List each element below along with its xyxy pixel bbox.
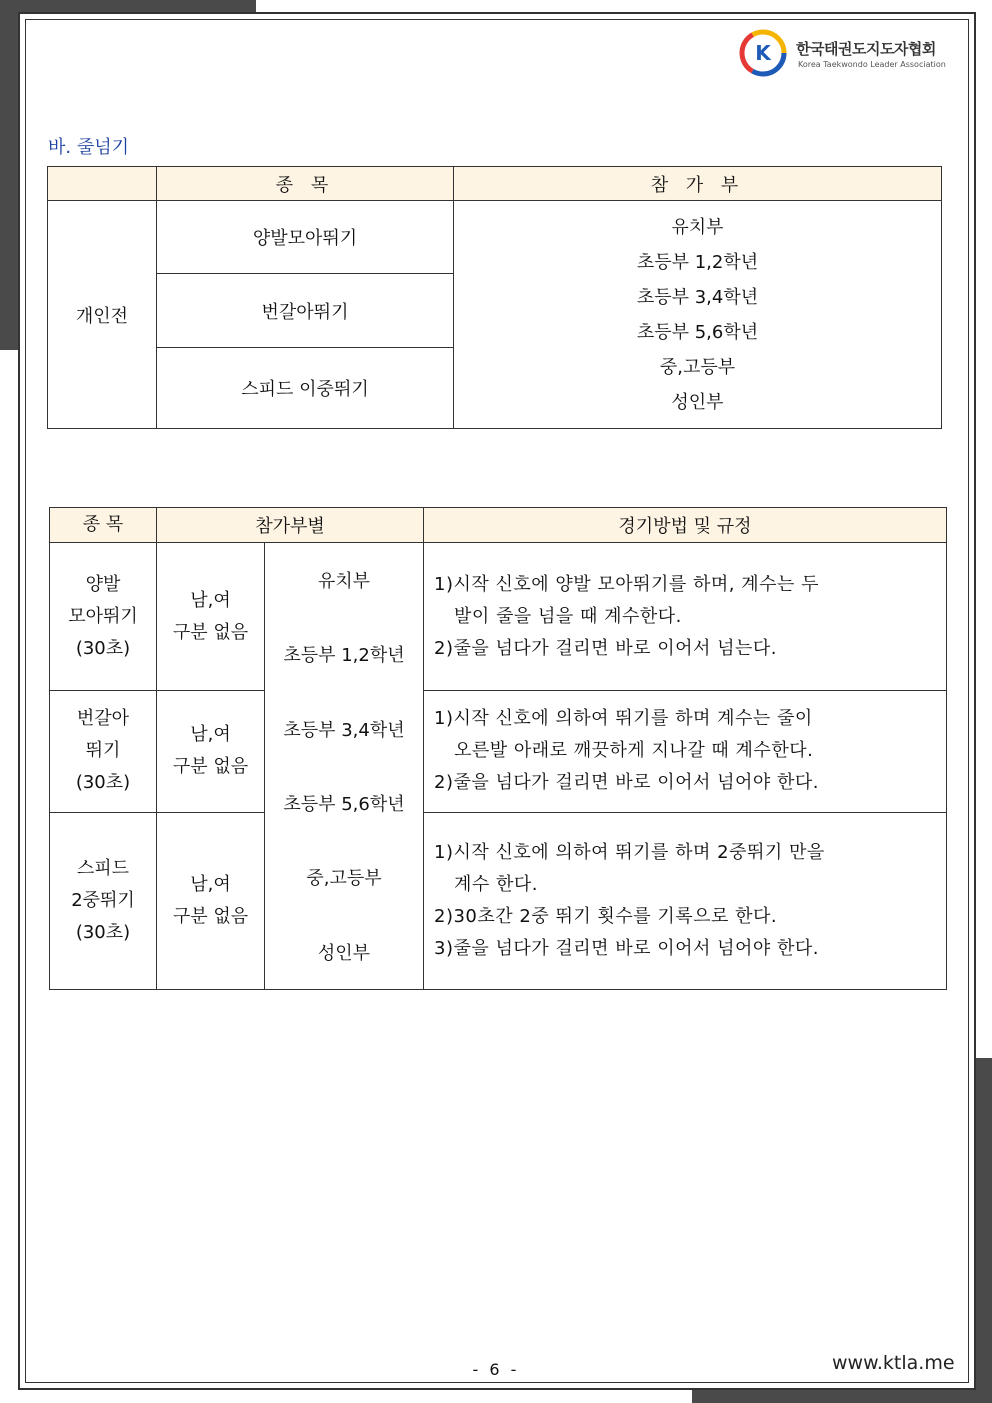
logo-subtitle: Korea Taekwondo Leader Association xyxy=(798,60,946,69)
rule-line: 1)시작 신호에 의하여 뛰기를 하며 2중뛰기 만을 xyxy=(434,841,825,863)
gender-line: 남,여 xyxy=(190,724,231,746)
event-cell xyxy=(50,812,157,989)
side-decoration-left xyxy=(0,0,18,350)
header-participants: 참 가 부 xyxy=(454,167,942,201)
division-item: 초등부 5,6학년 xyxy=(283,794,405,816)
category-cell: 개인전 xyxy=(48,201,157,429)
rule-line: 2)30초간 2중 뛰기 횟수를 기록으로 한다. xyxy=(434,905,778,927)
event-cell xyxy=(50,543,157,691)
event-line: (30초) xyxy=(75,921,131,943)
logo-name: 한국태권도지도자협회 xyxy=(796,40,936,58)
corner-decoration-bottom xyxy=(692,1389,992,1403)
event-line: 뛰기 xyxy=(85,740,121,762)
gender-line: 구분 없음 xyxy=(172,905,249,927)
event-cell xyxy=(50,691,157,812)
rules-cell xyxy=(424,691,947,812)
header-rules: 경기방법 및 규정 xyxy=(424,508,947,543)
group-item: 중,고등부 xyxy=(659,356,736,378)
header-event: 종 목 xyxy=(50,508,157,543)
event-cell: 번갈아뛰기 xyxy=(157,274,454,348)
divisions-cell xyxy=(265,543,424,990)
table-row xyxy=(48,201,942,274)
gender-cell xyxy=(157,812,265,989)
events-overview-table xyxy=(47,166,942,429)
page-number: - 6 - xyxy=(472,1360,520,1379)
gender-line: 남,여 xyxy=(190,589,231,611)
division-item: 중,고등부 xyxy=(306,868,382,890)
rule-line: 오른발 아래로 깨끗하게 지나갈 때 계수한다. xyxy=(454,740,814,762)
table-row xyxy=(50,691,947,812)
association-logo xyxy=(738,28,968,82)
group-item: 초등부 5,6학년 xyxy=(636,321,759,343)
header-event: 종 목 xyxy=(157,167,454,201)
rule-line: 계수 한다. xyxy=(454,873,538,895)
event-line: 번갈아 xyxy=(76,708,130,730)
rule-line: 발이 줄을 넘을 때 계수한다. xyxy=(454,605,682,627)
header-blank xyxy=(48,167,157,201)
rules-table xyxy=(49,507,947,990)
table-header-row xyxy=(48,167,942,201)
website-link[interactable]: www.ktla.me xyxy=(832,1352,955,1374)
rule-line: 2)줄을 넘다가 걸리면 바로 이어서 넘어야 한다. xyxy=(434,772,820,794)
logo-letter: K xyxy=(755,41,771,65)
table-row xyxy=(50,543,947,691)
gender-line: 구분 없음 xyxy=(172,756,249,778)
division-item: 초등부 3,4학년 xyxy=(283,719,405,741)
table-row xyxy=(50,812,947,989)
event-line: 스피드 xyxy=(76,857,130,879)
logo-emblem-icon xyxy=(738,28,788,78)
section-title: 바. 줄넘기 xyxy=(48,137,129,158)
gender-cell xyxy=(157,691,265,812)
division-item: 유치부 xyxy=(317,571,371,593)
rule-line: 1)시작 신호에 의하여 뛰기를 하며 계수는 줄이 xyxy=(434,708,813,730)
group-item: 초등부 3,4학년 xyxy=(636,286,759,308)
event-line: (30초) xyxy=(75,772,131,794)
rule-line: 2)줄을 넘다가 걸리면 바로 이어서 넘는다. xyxy=(434,637,778,659)
side-decoration-right xyxy=(974,1058,992,1403)
rules-cell xyxy=(424,812,947,989)
gender-cell xyxy=(157,543,265,691)
event-line: 2중뛰기 xyxy=(71,889,135,911)
event-cell: 양발모아뛰기 xyxy=(157,201,454,274)
event-line: (30초) xyxy=(75,637,131,659)
groups-cell xyxy=(454,201,942,429)
gender-line: 구분 없음 xyxy=(172,621,249,643)
group-item: 성인부 xyxy=(671,391,724,413)
event-line: 양발 xyxy=(85,573,121,595)
division-item: 성인부 xyxy=(317,942,371,964)
rule-line: 1)시작 신호에 양발 모아뛰기를 하며, 계수는 두 xyxy=(434,573,820,595)
group-item: 유치부 xyxy=(671,216,724,238)
rules-cell xyxy=(424,543,947,691)
header-divisions: 참가부별 xyxy=(157,508,424,543)
event-line: 모아뛰기 xyxy=(68,605,138,627)
event-cell: 스피드 이중뛰기 xyxy=(157,348,454,429)
rule-line: 3)줄을 넘다가 걸리면 바로 이어서 넘어야 한다. xyxy=(434,937,820,959)
table-header-row xyxy=(50,508,947,543)
group-item: 초등부 1,2학년 xyxy=(636,251,759,273)
gender-line: 남,여 xyxy=(190,873,231,895)
division-item: 초등부 1,2학년 xyxy=(283,645,405,667)
